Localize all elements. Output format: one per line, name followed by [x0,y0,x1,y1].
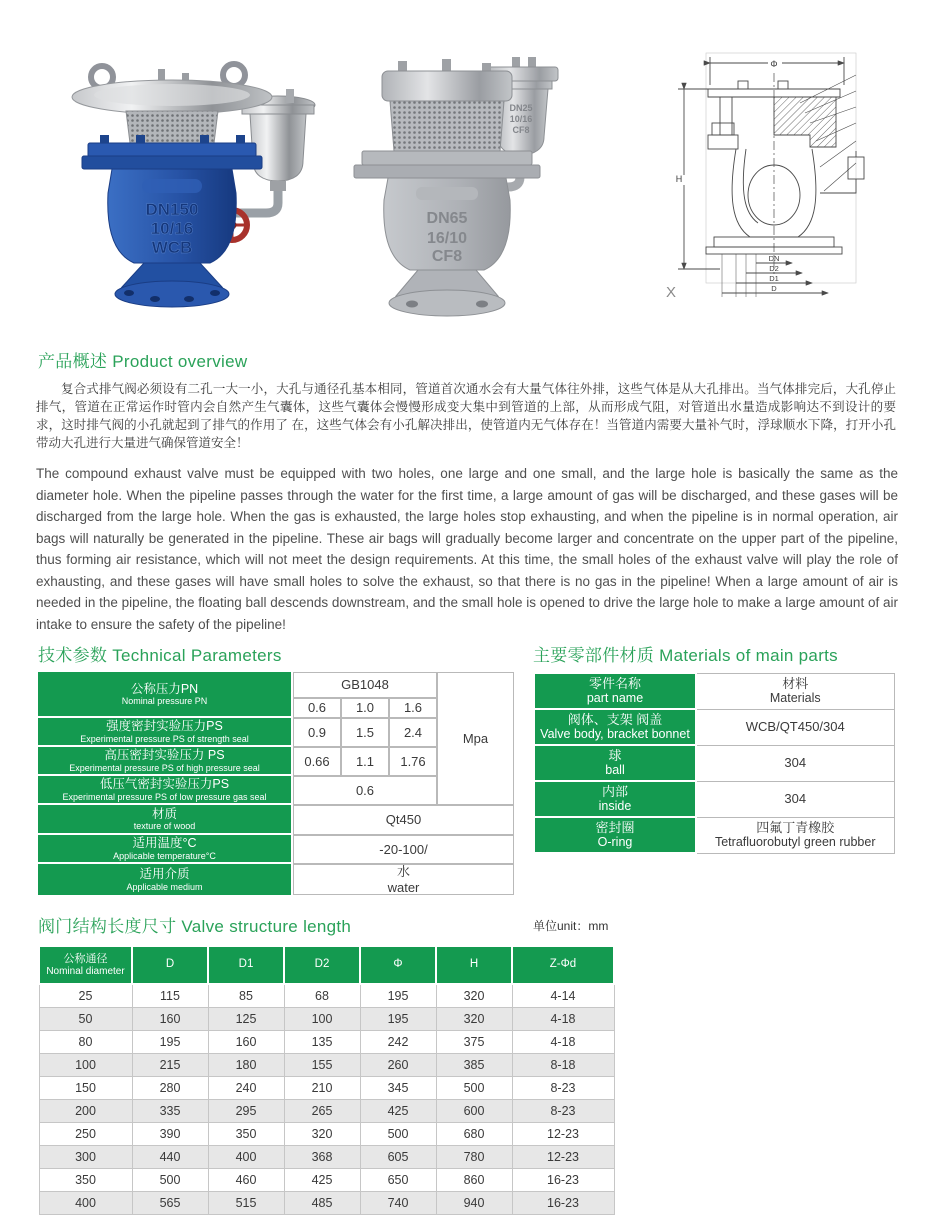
low-value: 0.6 [293,776,437,805]
gray-satellite-marking-2: 10/16 [509,114,533,124]
blue-valve-marking-1: DN150 [145,200,199,219]
gray-valve-marking-1: DN65 [426,210,468,227]
col-d: D [132,946,208,984]
technical-parameters-table [38,672,514,895]
drawing-x-label: X [666,284,677,301]
technical-drawing [650,45,898,313]
param-label-medium: 适用介质 Applicable medium [38,864,293,895]
table-row: 80 195 160 135 242 375 4-18 [39,1031,614,1054]
table-row [534,709,894,745]
overview-heading: 产品概述 Product overview [38,352,248,371]
high-value-1: 0.66 [293,747,341,776]
materials-value-body: WCB/QT450/304 [696,709,894,745]
strength-value-2: 1.5 [341,718,389,747]
gray-valve-marking-3: CF8 [431,248,463,265]
table-row: 200 335 295 265 425 600 8-23 [39,1100,614,1123]
gray-valve-photo [332,55,562,323]
table-row: 350 500 460 425 650 860 16-23 [39,1169,614,1192]
table-row [534,745,894,781]
table-row [534,817,894,853]
col-nominal-diameter: 公称通径 Nominal diameter [39,946,132,984]
high-value-3: 1.76 [389,747,437,776]
dim-label-d1: D1 [769,274,779,283]
table-row: 400 565 515 485 740 940 16-23 [39,1192,614,1215]
structure-unit-label: 单位unit：mm [533,919,609,933]
dim-label-phi: Φ [770,59,778,69]
pn-value-2: 1.0 [341,698,389,718]
materials-table [533,672,895,854]
overview-paragraph-en: The compound exhaust valve must be equipped with two holes, one large and one small, and the large hole is basically the same as the diameter hole. When the pipeline passes through the water for the first time, a large amount of gas will be discharged, and these gases will be discharged from the large hole. When the gas is exhausted, the large holes stop exhausting, and when the pipeline is in normal operation, air bags will naturally be generated in the pipeline. These air bags will gradually become larger and concentrate on the upper part of the pipeline, thus forming air resistance, which will not meet the design requirements. At this time, the small holes of the exhaust valve will play the role of exhausting, and these gases will have small holes to solve the exhaust, so that there is no gas in the pipeline! When a large amount of air is needed in the pipeline, the floating ball descends downstream, and the small hole is opened to drive the large hole to make a large amount of air intake to ensure the safety of the pipeline! [36,466,898,632]
gray-valve-marking-2: 16/10 [426,230,468,247]
materials-value-ball: 304 [696,745,894,781]
dim-label-h: H [675,174,683,184]
materials-heading: 主要零部件材质 Materials of main parts [533,646,838,665]
structure-header-row [39,946,614,984]
structure-heading: 阀门结构长度尺寸 Valve structure length [38,917,352,936]
col-d1: D1 [208,946,284,984]
material-value: Qt450 [293,805,514,835]
blue-valve-marking-3: WCB [151,238,193,257]
materials-header-material: 材料 Materials [696,673,894,709]
materials-value-oring: 四氟丁青橡胶 Tetrafluorobutyl green rubber [696,817,894,853]
param-label-strength: 强度密封实验压力PS Experimental pressure PS of strength seal [38,718,293,747]
table-row: 100 215 180 155 260 385 8-18 [39,1054,614,1077]
blue-valve-marking-2: 10/16 [150,219,194,238]
dim-label-d2: D2 [769,264,779,273]
col-d2: D2 [284,946,360,984]
temperature-value: -20-100/ [293,835,514,864]
col-zphid: Z-Φd [512,946,614,984]
technical-heading: 技术参数 Technical Parameters [38,646,282,665]
strength-value-1: 0.9 [293,718,341,747]
table-row: 250 390 350 320 500 680 12-23 [39,1123,614,1146]
param-label-material: 材质 texture of wood [38,805,293,835]
dim-label-dn: DN [768,254,780,263]
param-label-high: 高压密封实验压力 PS Experimental pressure PS of high pressure seal [38,747,293,776]
param-label-low: 低压气密封实验压力PS Experimental pressure PS of low pressure gas seal [38,776,293,805]
table-row [534,673,894,709]
pn-value-1: 0.6 [293,698,341,718]
param-unit: Mpa [437,672,514,805]
table-row: 150 280 240 210 345 500 8-23 [39,1077,614,1100]
dim-label-d: D [771,284,777,293]
blue-valve-photo [60,53,315,321]
param-label-temperature: 适用温度°C Applicable temperature°C [38,835,293,864]
param-label-pn: 公称压力PN Nominal pressure PN [38,672,293,718]
materials-row-oring: 密封圈 O-ring [534,817,696,853]
param-standard: GB1048 [293,672,437,698]
strength-value-3: 2.4 [389,718,437,747]
materials-row-ball: 球 ball [534,745,696,781]
blue-valve-main [72,64,272,307]
high-value-2: 1.1 [341,747,389,776]
table-row [534,781,894,817]
structure-table [38,945,615,1215]
medium-value: 水 water [293,864,514,895]
materials-row-inside: 内部 inside [534,781,696,817]
pn-value-3: 1.6 [389,698,437,718]
gray-satellite-marking-1: DN25 [509,103,533,113]
gray-satellite-marking-3: CF8 [512,125,530,135]
overview-paragraph-cn: 复合式排气阀必须设有二孔一大一小，大孔与通径孔基本相同，管道首次通水会有大量气体往外排，这些气体是从大孔排出。当气体排完后，大孔停止排气，管道在正常运作时管内会自然产生气囊体，这些气囊体会慢慢形成变大集中到管道的上部，从而形成气阻，对管道出水量造成影响达不到设计的要求，这时排气阀的小孔就起到了排气的作用了 在，这些气体会有小孔解决排出，使管道内无气体存在！当管道内需要大量补气时，浮球顺水下降，打开小孔带动大孔进行大量进气确保管道安全！ [36,382,896,450]
table-row: 50 160 125 100 195 320 4-18 [39,1008,614,1031]
materials-header-part: 零件名称 part name [534,673,696,709]
col-h: H [436,946,512,984]
table-row: 25 115 85 68 195 320 4-14 [39,984,614,1008]
materials-value-inside: 304 [696,781,894,817]
col-phi: Φ [360,946,436,984]
table-row: 300 440 400 368 605 780 12-23 [39,1146,614,1169]
materials-row-body: 阀体、支架 阀盖 Valve body, bracket bonnet [534,709,696,745]
